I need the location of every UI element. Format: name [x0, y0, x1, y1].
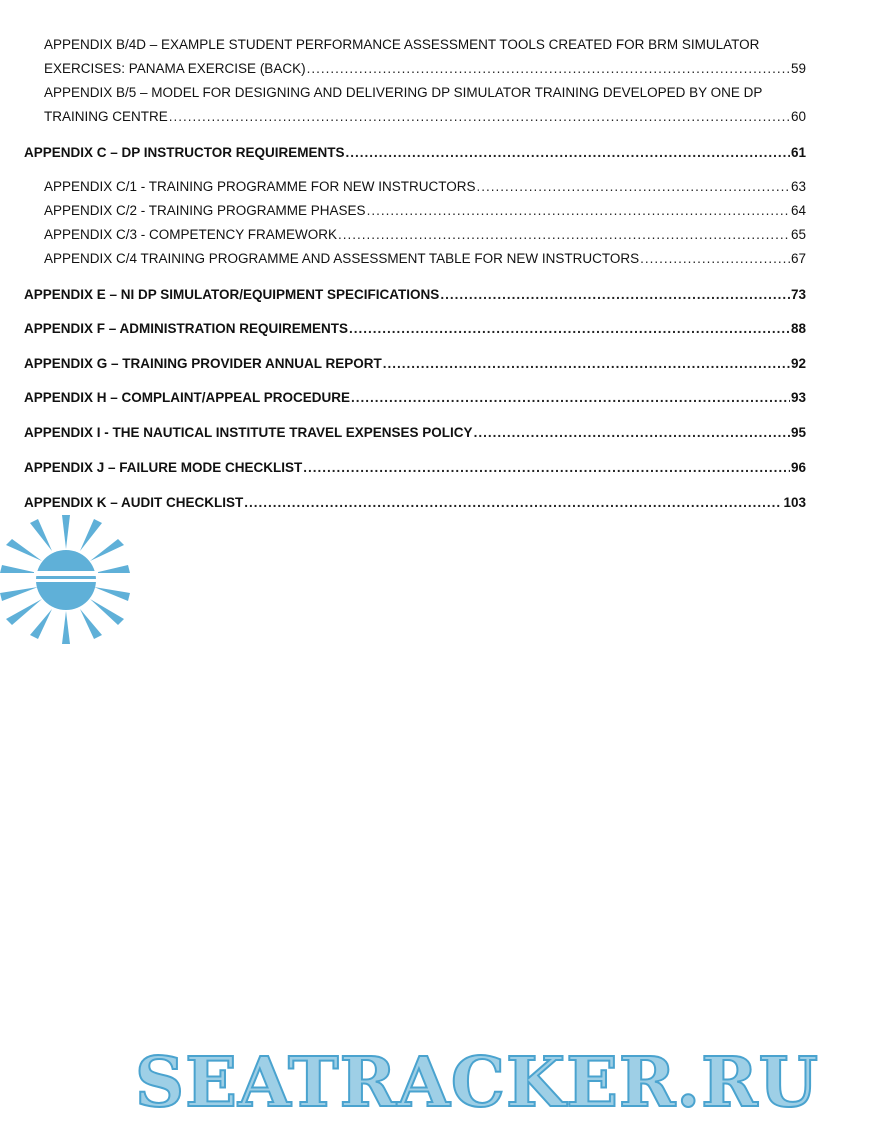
- toc-page-number: 88: [790, 321, 806, 336]
- toc-entry-title: TRAINING CENTRE: [44, 109, 168, 124]
- dot-leader: [349, 321, 790, 336]
- toc-page-number: 67: [790, 251, 806, 266]
- toc-entry-title: APPENDIX C/2 - TRAINING PROGRAMME PHASES: [44, 203, 366, 218]
- toc-page-number: 96: [790, 460, 806, 475]
- toc-page-number: 103: [783, 495, 806, 510]
- dot-leader: [169, 109, 790, 124]
- toc-entry-title: APPENDIX C/1 - TRAINING PROGRAMME FOR NEW INSTRUCTORS: [44, 179, 476, 194]
- dot-leader: [383, 356, 790, 371]
- toc-entry-title: EXERCISES: PANAMA EXERCISE (BACK): [44, 61, 306, 76]
- toc-entry-title: APPENDIX F – ADMINISTRATION REQUIREMENTS: [24, 321, 349, 336]
- toc-entry-c4[interactable]: [44, 251, 806, 266]
- dot-leader: [477, 179, 790, 194]
- toc-entry-b5-line1[interactable]: APPENDIX B/5 – MODEL FOR DESIGNING AND DELIVERING DP SIMULATOR TRAINING DEVELOPED BY ONE DP: [44, 85, 763, 100]
- toc-page-number: 65: [790, 227, 806, 242]
- toc-entry-title: APPENDIX C/4 TRAINING PROGRAMME AND ASSESSMENT TABLE FOR NEW INSTRUCTORS: [44, 251, 640, 266]
- toc-entry-title: APPENDIX E – NI DP SIMULATOR/EQUIPMENT SPECIFICATIONS: [24, 287, 440, 302]
- toc-page-number: 92: [790, 356, 806, 371]
- dot-leader: [440, 287, 790, 302]
- dot-leader: [367, 203, 790, 218]
- toc-entry-c3[interactable]: [44, 227, 806, 242]
- dot-leader: [338, 227, 790, 242]
- toc-entry-title: APPENDIX K – AUDIT CHECKLIST: [24, 495, 244, 510]
- dot-leader: [307, 61, 790, 76]
- toc-entry-b4d[interactable]: [44, 61, 806, 76]
- toc-page-number: 61: [790, 145, 806, 160]
- toc-page-number: 60: [790, 109, 806, 124]
- toc-entry-b5[interactable]: [44, 109, 806, 124]
- toc-entry-b4d-line1[interactable]: APPENDIX B/4D – EXAMPLE STUDENT PERFORMANCE ASSESSMENT TOOLS CREATED FOR BRM SIMULATOR: [44, 37, 760, 52]
- toc-entry-title: APPENDIX C – DP INSTRUCTOR REQUIREMENTS: [24, 145, 345, 160]
- toc-entry-title: APPENDIX J – FAILURE MODE CHECKLIST: [24, 460, 303, 475]
- toc-entry-f[interactable]: [24, 321, 806, 336]
- toc-entry-title: APPENDIX I - THE NAUTICAL INSTITUTE TRAVEL EXPENSES POLICY: [24, 425, 473, 440]
- toc-entry-title: APPENDIX C/3 - COMPETENCY FRAMEWORK: [44, 227, 338, 242]
- dot-leader: [640, 251, 790, 266]
- toc-entry-k[interactable]: [24, 495, 806, 510]
- dot-leader: [346, 145, 790, 160]
- watermark-text: SEATRACKER.RU: [135, 1043, 819, 1123]
- dot-leader: [474, 425, 790, 440]
- toc-page-number: 93: [790, 390, 806, 405]
- toc-entry-c1[interactable]: [44, 179, 806, 194]
- toc-page-number: 95: [790, 425, 806, 440]
- dot-leader: [351, 390, 790, 405]
- toc-entry-c2[interactable]: [44, 203, 806, 218]
- toc-entry-i[interactable]: [24, 425, 806, 440]
- toc-entry-c[interactable]: [24, 145, 806, 160]
- sun-logo-icon: [0, 515, 130, 644]
- watermark: [0, 515, 870, 1123]
- toc-page-number: 59: [790, 61, 806, 76]
- toc-entry-h[interactable]: [24, 390, 806, 405]
- toc-entry-title: APPENDIX G – TRAINING PROVIDER ANNUAL REPORT: [24, 356, 382, 371]
- toc-page-number: 73: [790, 287, 806, 302]
- toc-entry-g[interactable]: [24, 356, 806, 371]
- toc-entry-j[interactable]: [24, 460, 806, 475]
- toc-page-number: 63: [790, 179, 806, 194]
- toc-entry-title: APPENDIX H – COMPLAINT/APPEAL PROCEDURE: [24, 390, 351, 405]
- toc-entry-e[interactable]: [24, 287, 806, 302]
- toc-page-number: 64: [790, 203, 806, 218]
- dot-leader: [244, 495, 782, 510]
- dot-leader: [303, 460, 790, 475]
